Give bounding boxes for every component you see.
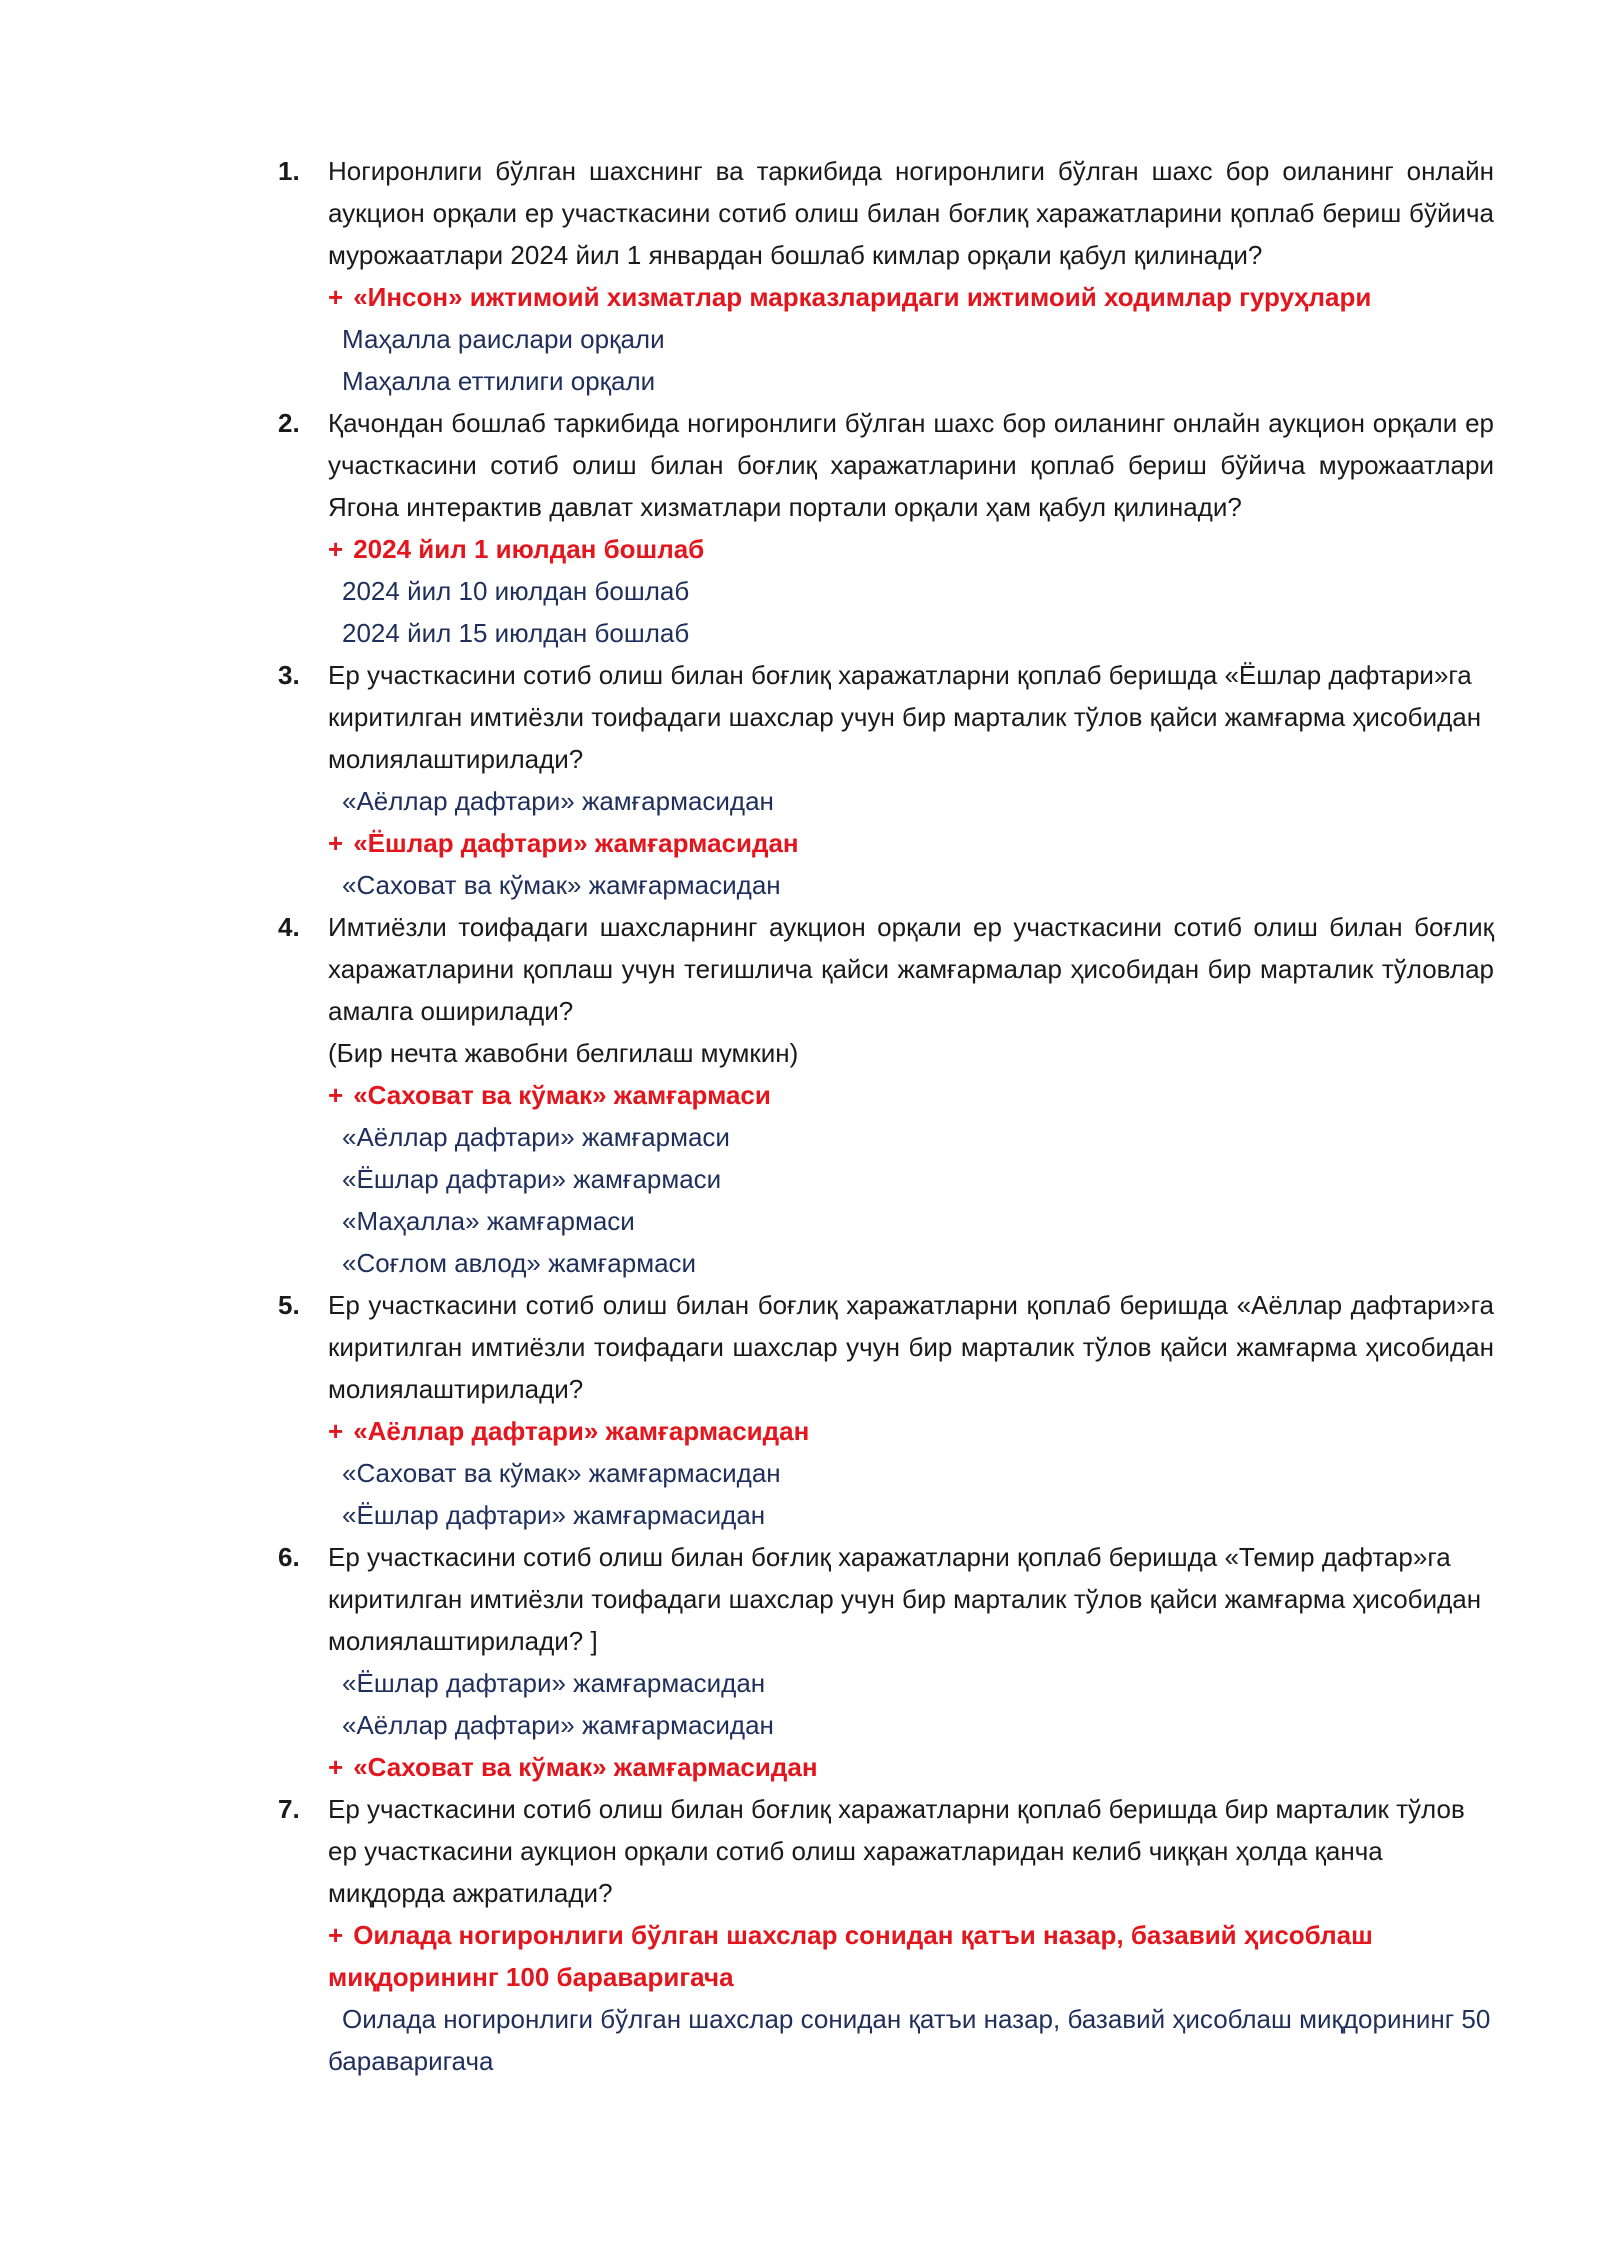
option-text: «Ёшлар дафтари» жамғармасидан — [353, 828, 799, 858]
question-3 — [278, 654, 1494, 780]
answer-options-2 — [278, 528, 1494, 654]
correct-answer-option — [328, 1410, 1494, 1452]
correct-marker: + — [328, 282, 344, 312]
answer-option: Оилада ногиронлиги бўлган шахслар сонидан қатъи назар, базавий ҳисоблаш миқдорининг 50 бараваригача — [328, 2004, 1491, 2076]
option-text: «Аёллар дафтари» жамғармасидан — [353, 1416, 810, 1446]
answer-option: 2024 йил 15 июлдан бошлаб — [342, 618, 690, 648]
question-6 — [278, 1536, 1494, 1662]
answer-option: Маҳалла раислари орқали — [342, 324, 665, 354]
answer-options-4 — [278, 1032, 1494, 1284]
question-number: 7. — [278, 1794, 300, 1824]
answer-options-3 — [278, 780, 1494, 906]
answer-option: 2024 йил 10 июлдан бошлаб — [342, 576, 690, 606]
answer-options-1 — [278, 276, 1494, 402]
answer-option: Маҳалла еттилиги орқали — [342, 366, 656, 396]
correct-marker: + — [328, 828, 344, 858]
question-text: Ер участкасини сотиб олиш билан боғлиқ харажатларни қоплаб беришда «Темир дафтар»га киритилган имтиёзли тоифадаги шахслар учун бир марталик тўлов қайси жамғарма ҳисобидан молиялаштирилади? ] — [328, 1542, 1482, 1656]
question-text: Ер участкасини сотиб олиш билан боғлиқ харажатларни қоплаб беришда «Ёшлар дафтари»га киритилган имтиёзли тоифадаги шахслар учун бир марталик тўлов қайси жамғарма ҳисобидан молиялаштирилади? — [328, 660, 1482, 774]
question-text: Ер участкасини сотиб олиш билан боғлиқ харажатларни қоплаб беришда «Аёллар дафтари»га киритилган имтиёзли тоифадаги шахслар учун бир марталик тўлов қайси жамғарма ҳисобидан молиялаштирилади? — [328, 1290, 1494, 1404]
question-number: 4. — [278, 912, 300, 942]
question-number: 2. — [278, 408, 300, 438]
question-note: (Бир нечта жавобни белгилаш мумкин) — [328, 1038, 799, 1068]
answer-option: «Саховат ва кўмак» жамғармасидан — [342, 1458, 781, 1488]
correct-answer-option — [328, 1914, 1494, 1998]
question-7 — [278, 1788, 1494, 1914]
question-4 — [278, 906, 1494, 1032]
answer-option: «Ёшлар дафтари» жамғармасидан — [342, 1668, 766, 1698]
correct-marker: + — [328, 1752, 344, 1782]
question-text: Ер участкасини сотиб олиш билан боғлиқ харажатларни қоплаб беришда бир марталик тўлов ер участкасини аукцион орқали сотиб олиш харажатларидан келиб чиққан ҳолда қанча миқдорда ажратилади? — [328, 1794, 1465, 1908]
answer-options-6 — [278, 1662, 1494, 1788]
option-text: «Саховат ва кўмак» жамғармаси — [353, 1080, 771, 1110]
question-list — [278, 150, 1494, 2082]
option-text: Оилада ногиронлиги бўлган шахслар сонидан қатъи назар, базавий ҳисоблаш миқдорининг 100 бараваригача — [328, 1920, 1373, 1992]
answer-option: «Соғлом авлод» жамғармаси — [342, 1248, 697, 1278]
answer-option: «Аёллар дафтари» жамғармаси — [342, 1122, 730, 1152]
question-2 — [278, 402, 1494, 528]
question-text: Имтиёзли тоифадаги шахсларнинг аукцион орқали ер участкасини сотиб олиш билан боғлиқ харажатларини қоплаш учун тегишлича қайси жамғармалар ҳисобидан бир марталик тўловлар амалга оширилади? — [328, 912, 1494, 1026]
answer-options-7 — [278, 1914, 1494, 2082]
question-number: 1. — [278, 156, 300, 186]
question-5 — [278, 1284, 1494, 1410]
correct-marker: + — [328, 1920, 344, 1950]
correct-answer-option — [328, 1074, 1494, 1116]
correct-marker: + — [328, 1416, 344, 1446]
question-text: Қачондан бошлаб таркибида ногиронлиги бўлган шахс бор оиланинг онлайн аукцион орқали ер участкасини сотиб олиш билан боғлиқ харажатларини қоплаб бериш бўйича мурожаатлари Ягона интерактив давлат хизматлари портали орқали ҳам қабул қилинади? — [328, 408, 1494, 522]
correct-marker: + — [328, 1080, 344, 1110]
option-text: «Инсон» ижтимоий хизматлар марказларидаги ижтимоий ходимлар гуруҳлари — [353, 282, 1372, 312]
correct-answer-option — [328, 528, 1494, 570]
correct-marker: + — [328, 534, 344, 564]
answer-option: «Маҳалла» жамғармаси — [342, 1206, 635, 1236]
answer-option: «Саховат ва кўмак» жамғармасидан — [342, 870, 781, 900]
option-text: 2024 йил 1 июлдан бошлаб — [353, 534, 705, 564]
option-text: «Саховат ва кўмак» жамғармасидан — [353, 1752, 818, 1782]
correct-answer-option — [328, 276, 1494, 318]
answer-option: «Аёллар дафтари» жамғармасидан — [342, 1710, 774, 1740]
correct-answer-option — [328, 822, 1494, 864]
question-1 — [278, 150, 1494, 276]
answer-options-5 — [278, 1410, 1494, 1536]
question-text: Ногиронлиги бўлган шахснинг ва таркибида ногиронлиги бўлган шахс бор оиланинг онлайн аукцион орқали ер участкасини сотиб олиш билан боғлиқ харажатларини қоплаб бериш бўйича мурожаатлари 2024 йил 1 январдан бошлаб кимлар орқали қабул қилинади? — [328, 156, 1494, 270]
question-number: 6. — [278, 1542, 300, 1572]
correct-answer-option — [328, 1746, 1494, 1788]
question-number: 5. — [278, 1290, 300, 1320]
question-number: 3. — [278, 660, 300, 690]
answer-option: «Ёшлар дафтари» жамғармасидан — [342, 1500, 766, 1530]
answer-option: «Ёшлар дафтари» жамғармаси — [342, 1164, 722, 1194]
answer-option: «Аёллар дафтари» жамғармасидан — [342, 786, 774, 816]
